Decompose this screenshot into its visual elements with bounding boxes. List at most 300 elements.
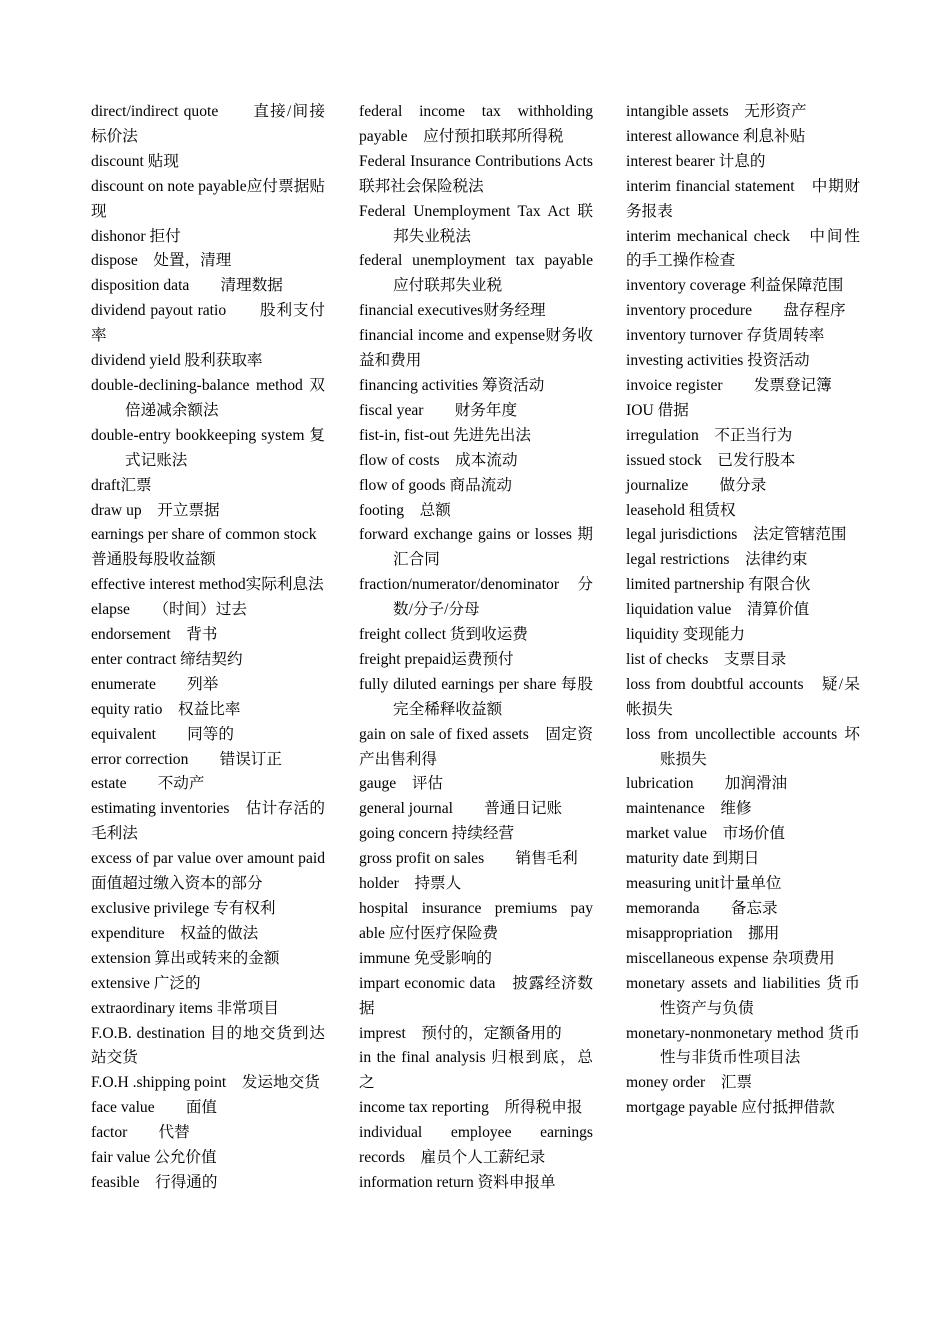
glossary-entry (359, 772, 593, 797)
glossary-term: face value (91, 1099, 155, 1117)
glossary-entry (91, 648, 325, 673)
glossary-definition: 背书 (170, 626, 218, 644)
glossary-term: draft (91, 476, 121, 494)
glossary-term: going concern (359, 825, 448, 843)
glossary-entry (359, 623, 593, 648)
glossary-entry (91, 1071, 325, 1096)
glossary-entry (91, 299, 325, 349)
glossary-definition: 法律约束 (729, 551, 808, 569)
glossary-definition: 有限合伙 (744, 576, 811, 594)
glossary-definition: 发运地交货 (226, 1074, 320, 1092)
glossary-term: inventory coverage (626, 277, 746, 295)
glossary-term: feasible (91, 1173, 140, 1191)
glossary-definition: 已发行股本 (701, 451, 796, 469)
glossary-entry (359, 847, 593, 872)
glossary-term: excess of par value over amount paid (91, 850, 325, 868)
glossary-definition: 市场价值 (706, 825, 785, 843)
glossary-term: estimating inventories (91, 800, 230, 818)
glossary-entry (91, 897, 325, 922)
glossary-definition: 疑/呆帐损失 (626, 675, 860, 718)
glossary-definition: 杂项费用 (768, 949, 835, 967)
glossary-term: limited partnership (626, 576, 745, 594)
glossary-term: journalize (626, 476, 689, 494)
glossary-entry (359, 200, 593, 250)
glossary-definition: 维修 (704, 800, 752, 818)
glossary-definition: 非常项目 (212, 999, 279, 1017)
glossary-term: dispose (91, 252, 138, 270)
glossary-entry (626, 797, 860, 822)
glossary-entry (626, 947, 860, 972)
glossary-term: Federal Unemployment Tax Act (359, 202, 570, 220)
glossary-definition: 联邦社会保险税法 (359, 177, 484, 195)
glossary-term: exclusive privilege (91, 900, 210, 917)
glossary-entry (626, 872, 860, 897)
glossary-entry (359, 1046, 593, 1096)
glossary-term: inventory procedure (626, 302, 752, 320)
glossary-entry (626, 449, 860, 474)
glossary-term: inventory turnover (626, 327, 743, 345)
glossary-term: hospital insurance premiums pay able (359, 900, 593, 942)
glossary-term: effective interest method (91, 576, 246, 594)
glossary-term: federal unemployment tax payable (359, 252, 593, 270)
glossary-definition: 专有权利 (209, 900, 276, 917)
glossary-definition: 缔结契约 (176, 650, 243, 668)
glossary-definition: 估计存活的毛利法 (91, 800, 325, 843)
glossary-entry (359, 822, 593, 847)
glossary-definition: 汇票 (120, 476, 152, 494)
glossary-entry (91, 598, 325, 623)
glossary-term: lubrication (626, 775, 694, 793)
glossary-entry (91, 523, 348, 573)
glossary-term: flow of costs (359, 451, 440, 469)
glossary-term: list of checks (626, 650, 709, 668)
glossary-term: fiscal year (359, 401, 424, 419)
glossary-entry (626, 324, 860, 349)
glossary-entry (626, 847, 860, 872)
glossary-entry (359, 299, 593, 324)
glossary-column-1 (91, 100, 348, 1196)
glossary-term: interest bearer (626, 152, 715, 170)
glossary-definition: 错误订正 (188, 750, 282, 768)
glossary-entry (359, 150, 593, 200)
glossary-definition: 货币性与非货币性项目法 (660, 1024, 860, 1067)
glossary-entry (91, 374, 325, 424)
glossary-entry (91, 1121, 325, 1146)
glossary-entry (626, 1022, 860, 1072)
glossary-term: forward exchange gains or losses (359, 526, 572, 544)
glossary-entry (91, 797, 325, 847)
glossary-entry (91, 573, 325, 598)
glossary-term: investing activities (626, 352, 744, 370)
glossary-entry (626, 225, 860, 275)
glossary-entry (91, 748, 325, 773)
glossary-entry (91, 349, 325, 374)
glossary-definition: 广泛的 (149, 974, 201, 992)
glossary-entry (626, 299, 860, 324)
glossary-term: dividend yield (91, 352, 181, 370)
glossary-definition: 总额 (404, 501, 451, 519)
glossary-definition: 法定管辖范围 (737, 526, 847, 544)
glossary-term: measuring unit (626, 875, 720, 893)
glossary-term: error correction (91, 750, 189, 768)
glossary-entry (626, 100, 860, 125)
glossary-definition: 财务年度 (423, 401, 518, 419)
glossary-entry (91, 623, 325, 648)
glossary-term: federal income tax withholding payable (359, 103, 593, 145)
glossary-entry (359, 1121, 593, 1171)
glossary-definition: 普通股每股收益额 (91, 526, 348, 569)
glossary-entry (91, 772, 325, 797)
glossary-term: maintenance (626, 800, 705, 818)
glossary-definition: 应付抵押借款 (737, 1099, 835, 1117)
glossary-definition: 计量单位 (719, 875, 782, 893)
glossary-term: flow of goods (359, 476, 446, 494)
glossary-definition: 中期财务报表 (626, 177, 860, 220)
glossary-definition: 汇票 (705, 1074, 753, 1092)
glossary-term: double-declining-balance method (91, 376, 303, 394)
glossary-definition: 股利支付率 (91, 302, 325, 345)
glossary-entry (91, 673, 325, 698)
glossary-definition: 发票登记簿 (722, 376, 832, 394)
glossary-term: draw up (91, 501, 142, 519)
glossary-definition: 做分录 (688, 476, 767, 494)
glossary-term: loss from doubtful accounts (626, 675, 804, 693)
glossary-column-3 (626, 100, 860, 1121)
glossary-definition: 列举 (155, 675, 219, 693)
glossary-definition: 代替 (127, 1124, 190, 1142)
glossary-definition: 应付联邦失业税 (393, 277, 503, 295)
glossary-definition: （时间）过去 (129, 601, 247, 619)
glossary-definition: 持票人 (398, 875, 462, 893)
glossary-definition: 无形资产 (728, 103, 807, 120)
glossary-entry (91, 1146, 325, 1171)
glossary-entry (626, 673, 860, 723)
glossary-entry (359, 673, 593, 723)
glossary-term: discount on note payable (91, 177, 247, 195)
glossary-term: legal restrictions (626, 551, 730, 569)
glossary-term: extension (91, 949, 151, 967)
glossary-term: disposition data (91, 277, 190, 295)
glossary-entry (359, 897, 593, 947)
glossary-entry (91, 947, 325, 972)
glossary-term: individual employee earnings records (359, 1124, 593, 1167)
glossary-entry (91, 1096, 325, 1121)
glossary-term: endorsement (91, 626, 171, 644)
glossary-term: gain on sale of fixed assets (359, 725, 529, 743)
glossary-definition: 筹资活动 (478, 376, 545, 394)
glossary-term: IOU (626, 401, 654, 419)
glossary-definition: 期汇合同 (393, 526, 593, 569)
glossary-entry (359, 573, 593, 623)
glossary-term: irregulation (626, 426, 699, 444)
glossary-term: miscellaneous expense (626, 949, 769, 967)
glossary-entry (626, 424, 860, 449)
glossary-term: fully diluted earnings per share (359, 675, 557, 693)
glossary-term: liquidity (626, 626, 679, 644)
glossary-definition: 货到收运费 (446, 626, 528, 644)
glossary-entry (626, 1096, 860, 1121)
glossary-term: enter contract (91, 650, 177, 668)
glossary-definition: 分数/分子/分母 (393, 576, 593, 619)
glossary-entry (91, 1022, 325, 1072)
glossary-term: general journal (359, 800, 453, 818)
glossary-entry (91, 499, 325, 524)
glossary-definition: 评估 (396, 775, 444, 793)
glossary-entry (91, 972, 325, 997)
glossary-entry (626, 399, 860, 424)
glossary-term: loss from uncollectible accounts (626, 725, 838, 743)
glossary-definition: 投资活动 (743, 352, 810, 370)
glossary-definition: 支票目录 (708, 650, 787, 668)
glossary-term: gauge (359, 775, 397, 793)
glossary-definition: 成本流动 (439, 451, 518, 469)
glossary-term: intangible assets (626, 103, 729, 120)
glossary-definition: 披露经济数据 (359, 974, 593, 1017)
glossary-term: maturity date (626, 850, 709, 868)
glossary-entry (359, 100, 593, 150)
glossary-entry (359, 424, 593, 449)
glossary-definition: 股利获取率 (180, 352, 263, 370)
glossary-term: enumerate (91, 675, 156, 693)
glossary-definition: 雇员个人工薪纪录 (404, 1149, 546, 1167)
glossary-definition: 每股完全稀释收益额 (393, 675, 593, 718)
glossary-term: equivalent (91, 725, 156, 743)
glossary-definition: 计息的 (714, 152, 766, 170)
glossary-entry (626, 523, 860, 548)
glossary-entry (359, 797, 593, 822)
glossary-entry (626, 374, 860, 399)
glossary-entry (91, 723, 325, 748)
glossary-definition: 公允价值 (150, 1149, 217, 1167)
glossary-entry (359, 249, 593, 299)
glossary-term: impart economic data (359, 974, 496, 992)
glossary-term: fair value (91, 1149, 151, 1167)
glossary-term: F.O.B. destination (91, 1024, 206, 1042)
glossary-term: issued stock (626, 451, 702, 469)
glossary-term: dishonor (91, 227, 146, 245)
glossary-term: freight prepaid (359, 650, 452, 668)
glossary-term: direct/indirect quote (91, 103, 219, 120)
glossary-entry (359, 1022, 593, 1047)
glossary-term: monetary-nonmonetary method (626, 1024, 824, 1042)
glossary-term: fist-in, fist-out (359, 426, 450, 444)
glossary-entry (91, 474, 325, 499)
glossary-definition: 实际利息法 (245, 576, 324, 594)
glossary-entry (91, 997, 325, 1022)
glossary-definition: 权益比率 (162, 700, 241, 718)
glossary-entry (359, 399, 593, 424)
glossary-entry (359, 499, 593, 524)
glossary-entry (91, 249, 325, 274)
glossary-entry (626, 822, 860, 847)
glossary-definition: 固定资产出售利得 (359, 725, 593, 768)
glossary-term: earnings per share of common stock (91, 526, 317, 544)
glossary-definition: 变现能力 (678, 626, 746, 644)
glossary-definition: 所得税申报 (488, 1099, 583, 1117)
glossary-entry (359, 1096, 593, 1121)
glossary-definition: 普通日记账 (452, 800, 563, 818)
glossary-definition: 挪用 (732, 924, 780, 942)
glossary-definition: 中间性的手工操作检查 (626, 227, 860, 270)
glossary-term: invoice register (626, 376, 723, 394)
glossary-term: market value (626, 825, 707, 843)
glossary-definition: 运费预付 (451, 650, 514, 668)
glossary-entry (359, 449, 593, 474)
glossary-term: equity ratio (91, 700, 163, 718)
glossary-definition: 面值 (154, 1099, 218, 1117)
glossary-definition: 清算价值 (731, 601, 810, 619)
glossary-entry (91, 698, 325, 723)
glossary-term: interim financial statement (626, 177, 795, 195)
glossary-definition: 行得通的 (139, 1173, 218, 1191)
glossary-term: expenditure (91, 924, 165, 942)
glossary-entry (626, 175, 860, 225)
glossary-term: in the final analysis (359, 1049, 486, 1067)
glossary-definition: 资料申报单 (473, 1173, 556, 1191)
glossary-entry (91, 225, 325, 250)
glossary-entry (91, 424, 325, 474)
glossary-definition: 借据 (653, 401, 689, 419)
glossary-definition: 直接/间接标价法 (91, 103, 325, 145)
glossary-term: leasehold (626, 501, 685, 519)
glossary-term: estate (91, 775, 127, 793)
glossary-entry (359, 972, 593, 1022)
glossary-definition: 不动产 (126, 775, 205, 793)
glossary-definition: 坏账损失 (660, 725, 860, 768)
glossary-term: elapse (91, 601, 130, 619)
glossary-term: factor (91, 1124, 128, 1142)
glossary-term: footing (359, 501, 405, 519)
glossary-entry (626, 474, 860, 499)
glossary-entry (626, 922, 860, 947)
glossary-definition: 不正当行为 (698, 426, 793, 444)
glossary-entry (626, 573, 860, 598)
glossary-term: Federal Insurance Contributions Acts (359, 152, 593, 170)
glossary-definition: 备忘录 (699, 900, 778, 917)
glossary-definition: 处置，清理 (137, 252, 232, 270)
glossary-term: legal jurisdictions (626, 526, 738, 544)
glossary-definition: 贴现 (143, 152, 179, 170)
glossary-term: gross profit on sales (359, 850, 485, 868)
glossary-entry (91, 922, 325, 947)
glossary-entry (359, 1171, 593, 1196)
glossary-definition: 同等的 (155, 725, 234, 743)
glossary-definition: 货币性资产与负债 (660, 974, 861, 1017)
glossary-entry (626, 125, 860, 150)
glossary-term: fraction/numerator/denominator (359, 576, 560, 594)
glossary-definition: 开立票据 (141, 501, 220, 519)
glossary-definition: 加润滑油 (693, 775, 788, 793)
glossary-entry (359, 648, 593, 673)
glossary-definition: 清理数据 (189, 277, 283, 295)
glossary-definition: 财务收益和费用 (359, 327, 593, 370)
glossary-term: memoranda (626, 900, 700, 917)
glossary-entry (91, 150, 325, 175)
glossary-term: financing activities (359, 376, 479, 394)
glossary-definition: 商品流动 (445, 476, 512, 494)
glossary-definition: 面值超过缴入资本的部分 (91, 875, 263, 893)
glossary-definition: 复式记账法 (125, 426, 325, 469)
glossary-term: liquidation value (626, 601, 732, 619)
glossary-term: F.O.H .shipping point (91, 1074, 227, 1092)
glossary-term: freight collect (359, 626, 447, 644)
glossary-column-2 (359, 100, 593, 1196)
glossary-definition: 利益保障范围 (745, 277, 844, 295)
glossary-entry (359, 324, 593, 374)
glossary-definition: 盘存程序 (752, 302, 846, 320)
glossary-entry (626, 499, 860, 524)
glossary-definition: 免受影响的 (410, 949, 492, 967)
glossary-definition: 权益的做法 (164, 924, 259, 942)
glossary-entry (626, 772, 860, 797)
glossary-entry (359, 474, 593, 499)
glossary-definition: 归根到底，总之 (359, 1049, 593, 1092)
glossary-definition: 双倍递减余额法 (125, 376, 326, 419)
glossary-definition: 联邦失业税法 (393, 202, 593, 245)
glossary-term: immune (359, 949, 411, 967)
glossary-term: holder (359, 875, 399, 893)
glossary-entry (626, 723, 860, 773)
glossary-term: double-entry bookkeeping system (91, 426, 305, 444)
glossary-entry (359, 523, 593, 573)
glossary-entry (626, 623, 860, 648)
glossary-entry (91, 847, 325, 897)
glossary-entry (626, 897, 860, 922)
glossary-definition: 利息补贴 (739, 127, 806, 145)
glossary-term: monetary assets and liabilities (626, 974, 821, 992)
glossary-entry (91, 1171, 325, 1196)
glossary-entry (626, 349, 860, 374)
glossary-term: dividend payout ratio (91, 302, 227, 320)
glossary-entry (626, 972, 860, 1022)
glossary-term: interest allowance (626, 127, 740, 145)
glossary-definition: 应付预扣联邦所得税 (407, 127, 564, 145)
glossary-definition: 算出或转来的金额 (150, 949, 280, 967)
glossary-definition: 财务经理 (483, 302, 546, 320)
glossary-term: imprest (359, 1024, 406, 1042)
glossary-definition: 销售毛利 (484, 850, 578, 868)
glossary-entry (626, 274, 860, 299)
glossary-definition: 到期日 (708, 850, 760, 868)
glossary-entry (359, 374, 593, 399)
glossary-definition: 应付票据贴现 (91, 177, 325, 220)
glossary-term: income tax reporting (359, 1099, 489, 1117)
glossary-entry (91, 100, 325, 150)
glossary-definition: 目的地交货到达站交货 (91, 1024, 325, 1067)
glossary-entry (626, 1071, 860, 1096)
glossary-term: discount (91, 152, 144, 170)
glossary-entry (91, 175, 325, 225)
glossary-definition: 租赁权 (684, 501, 736, 519)
glossary-entry (626, 648, 860, 673)
glossary-entry (359, 872, 593, 897)
glossary-definition: 拒付 (145, 227, 181, 245)
glossary-term: interim mechanical check (626, 227, 790, 245)
glossary-entry (91, 274, 325, 299)
glossary-entry (626, 598, 860, 623)
glossary-term: financial executives (359, 302, 484, 320)
glossary-term: extensive (91, 974, 150, 992)
glossary-definition: 存货周转率 (742, 327, 825, 345)
glossary-definition: 持续经营 (447, 825, 515, 843)
glossary-definition: 预付的，定额备用的 (405, 1024, 562, 1042)
glossary-definition: 应付医疗保险费 (384, 924, 499, 942)
glossary-entry (626, 150, 860, 175)
glossary-term: misappropriation (626, 924, 733, 942)
glossary-term: information return (359, 1173, 474, 1191)
glossary-term: financial income and expense (359, 327, 546, 345)
glossary-term: mortgage payable (626, 1099, 738, 1117)
